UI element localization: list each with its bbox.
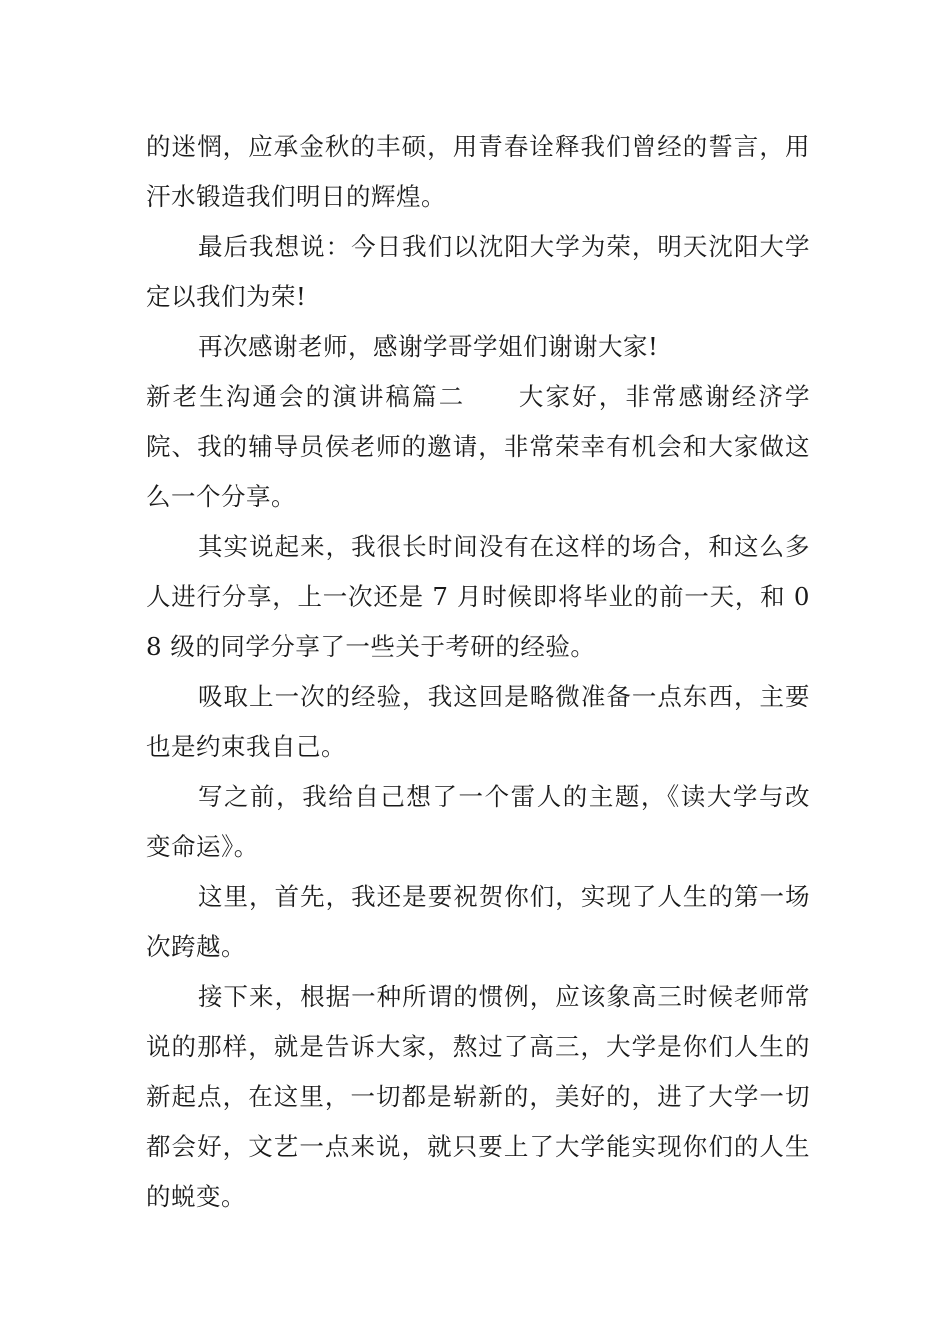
paragraph-previous-sharing: 其实说起来，我很长时间没有在这样的场合，和这么多人进行分享，上一次还是 7 月时候即将毕业的前一天，和 08 级的同学分享了一些关于考研的经验。	[146, 532, 810, 661]
paragraph-thanks: 再次感谢老师，感谢学哥学姐们谢谢大家!	[198, 332, 659, 361]
section-two-paragraph	[146, 372, 810, 522]
paragraph-preparation: 吸取上一次的经验，我这回是略微准备一点东西，主要也是约束我自己。	[146, 682, 810, 761]
section-opening-text: 大家好，非常感谢经济学院、我的辅导员侯老师的邀请，非常荣幸有机会和大家做这么一个分享。	[146, 382, 811, 511]
paragraph-congratulations: 这里，首先，我还是要祝贺你们，实现了人生的第一场次跨越。	[146, 882, 810, 961]
paragraph-continuation: 的迷惘，应承金秋的丰硕，用青春诠释我们曾经的誓言，用汗水锻造我们明日的辉煌。	[146, 132, 810, 211]
document-body	[146, 122, 810, 1222]
paragraph-topic: 写之前，我给自己想了一个雷人的主题，《读大学与改变命运》。	[146, 782, 810, 861]
paragraph-closing-remark: 最后我想说：今日我们以沈阳大学为荣，明天沈阳大学定以我们为荣!	[146, 232, 810, 311]
section-heading: 新老生沟通会的演讲稿篇二	[146, 382, 466, 411]
paragraph-convention: 接下来，根据一种所谓的惯例，应该象高三时候老师常说的那样，就是告诉大家，熬过了高三，大学是你们人生的新起点，在这里，一切都是崭新的，美好的，进了大学一切都会好，文艺一点来说，就只要上了大学能实现你们的人生的蜕变。	[146, 982, 810, 1211]
